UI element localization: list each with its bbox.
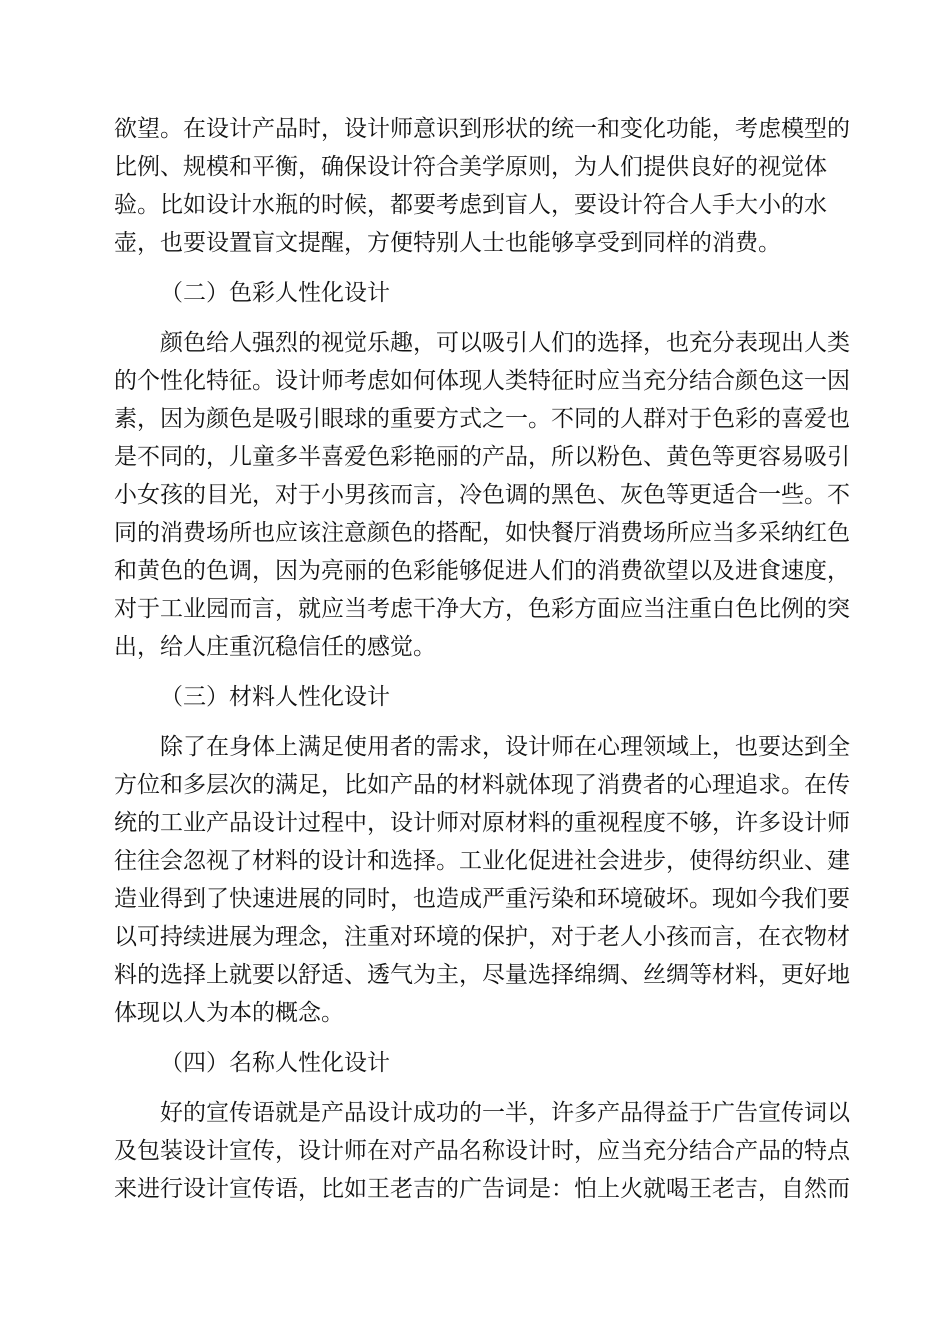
paragraph-1 (114, 110, 850, 262)
paragraph-name (114, 1094, 850, 1208)
text-line: 小女孩的目光，对于小男孩而言，冷色调的黑色、灰色等更适合一些。不 (114, 482, 850, 508)
text-line: 同的消费场所也应该注意颜色的搭配，如快餐厅消费场所应当多采纳红色 (114, 520, 850, 546)
text-line: 方位和多层次的满足，比如产品的材料就体现了消费者的心理追求。在传 (114, 772, 850, 798)
text-line: 是不同的，儿童多半喜爱色彩艳丽的产品，所以粉色、黄色等更容易吸引 (114, 444, 850, 470)
text-line: 素，因为颜色是吸引眼球的重要方式之一。不同的人群对于色彩的喜爱也 (114, 406, 850, 432)
section-heading-material: （三）材料人性化设计 (160, 684, 390, 710)
text-line: 料的选择上就要以舒适、透气为主，尽量选择绵绸、丝绸等材料，更好地 (114, 962, 850, 988)
text-line: 来进行设计宣传语，比如王老吉的广告词是：怕上火就喝王老吉，自然而 (114, 1176, 850, 1202)
text-line: 统的工业产品设计过程中，设计师对原材料的重视程度不够，许多设计师 (114, 810, 850, 836)
section-heading-color: （二）色彩人性化设计 (160, 280, 390, 306)
document-page (114, 110, 850, 1208)
text-line: 对于工业园而言，就应当考虑干净大方，色彩方面应当注重白色比例的突 (114, 596, 850, 622)
text-line: 出，给人庄重沉稳信任的感觉。 (114, 634, 436, 660)
text-line: 颜色给人强烈的视觉乐趣，可以吸引人们的选择，也充分表现出人类 (160, 330, 850, 356)
text-line: 验。比如设计水瓶的时候，都要考虑到盲人，要设计符合人手大小的水 (114, 192, 827, 218)
text-line: 欲望。在设计产品时，设计师意识到形状的统一和变化功能，考虑模型的 (114, 116, 850, 142)
text-line: 往往会忽视了材料的设计和选择。工业化促进社会进步，使得纺织业、建 (114, 848, 850, 874)
text-line: 及包装设计宣传，设计师在对产品名称设计时，应当充分结合产品的特点 (114, 1138, 850, 1164)
paragraph-material (114, 728, 850, 1032)
text-line: 的个性化特征。设计师考虑如何体现人类特征时应当充分结合颜色这一因 (114, 368, 850, 394)
text-line: 比例、规模和平衡，确保设计符合美学原则，为人们提供良好的视觉体 (114, 154, 827, 180)
paragraph-color (114, 324, 850, 666)
text-line: 以可持续进展为理念，注重对环境的保护，对于老人小孩而言，在衣物材 (114, 924, 850, 950)
section-heading-name: （四）名称人性化设计 (160, 1050, 390, 1076)
text-line: 壶，也要设置盲文提醒，方便特别人士也能够享受到同样的消费。 (114, 230, 781, 256)
text-line: 造业得到了快速进展的同时，也造成严重污染和环境破坏。现如今我们要 (114, 886, 850, 912)
text-line: 好的宣传语就是产品设计成功的一半，许多产品得益于广告宣传词以 (160, 1100, 850, 1126)
text-line: 和黄色的色调，因为亮丽的色彩能够促进人们的消费欲望以及进食速度， (114, 558, 850, 584)
text-line: 除了在身体上满足使用者的需求，设计师在心理领域上，也要达到全 (160, 734, 850, 760)
text-line: 体现以人为本的概念。 (114, 1000, 344, 1026)
